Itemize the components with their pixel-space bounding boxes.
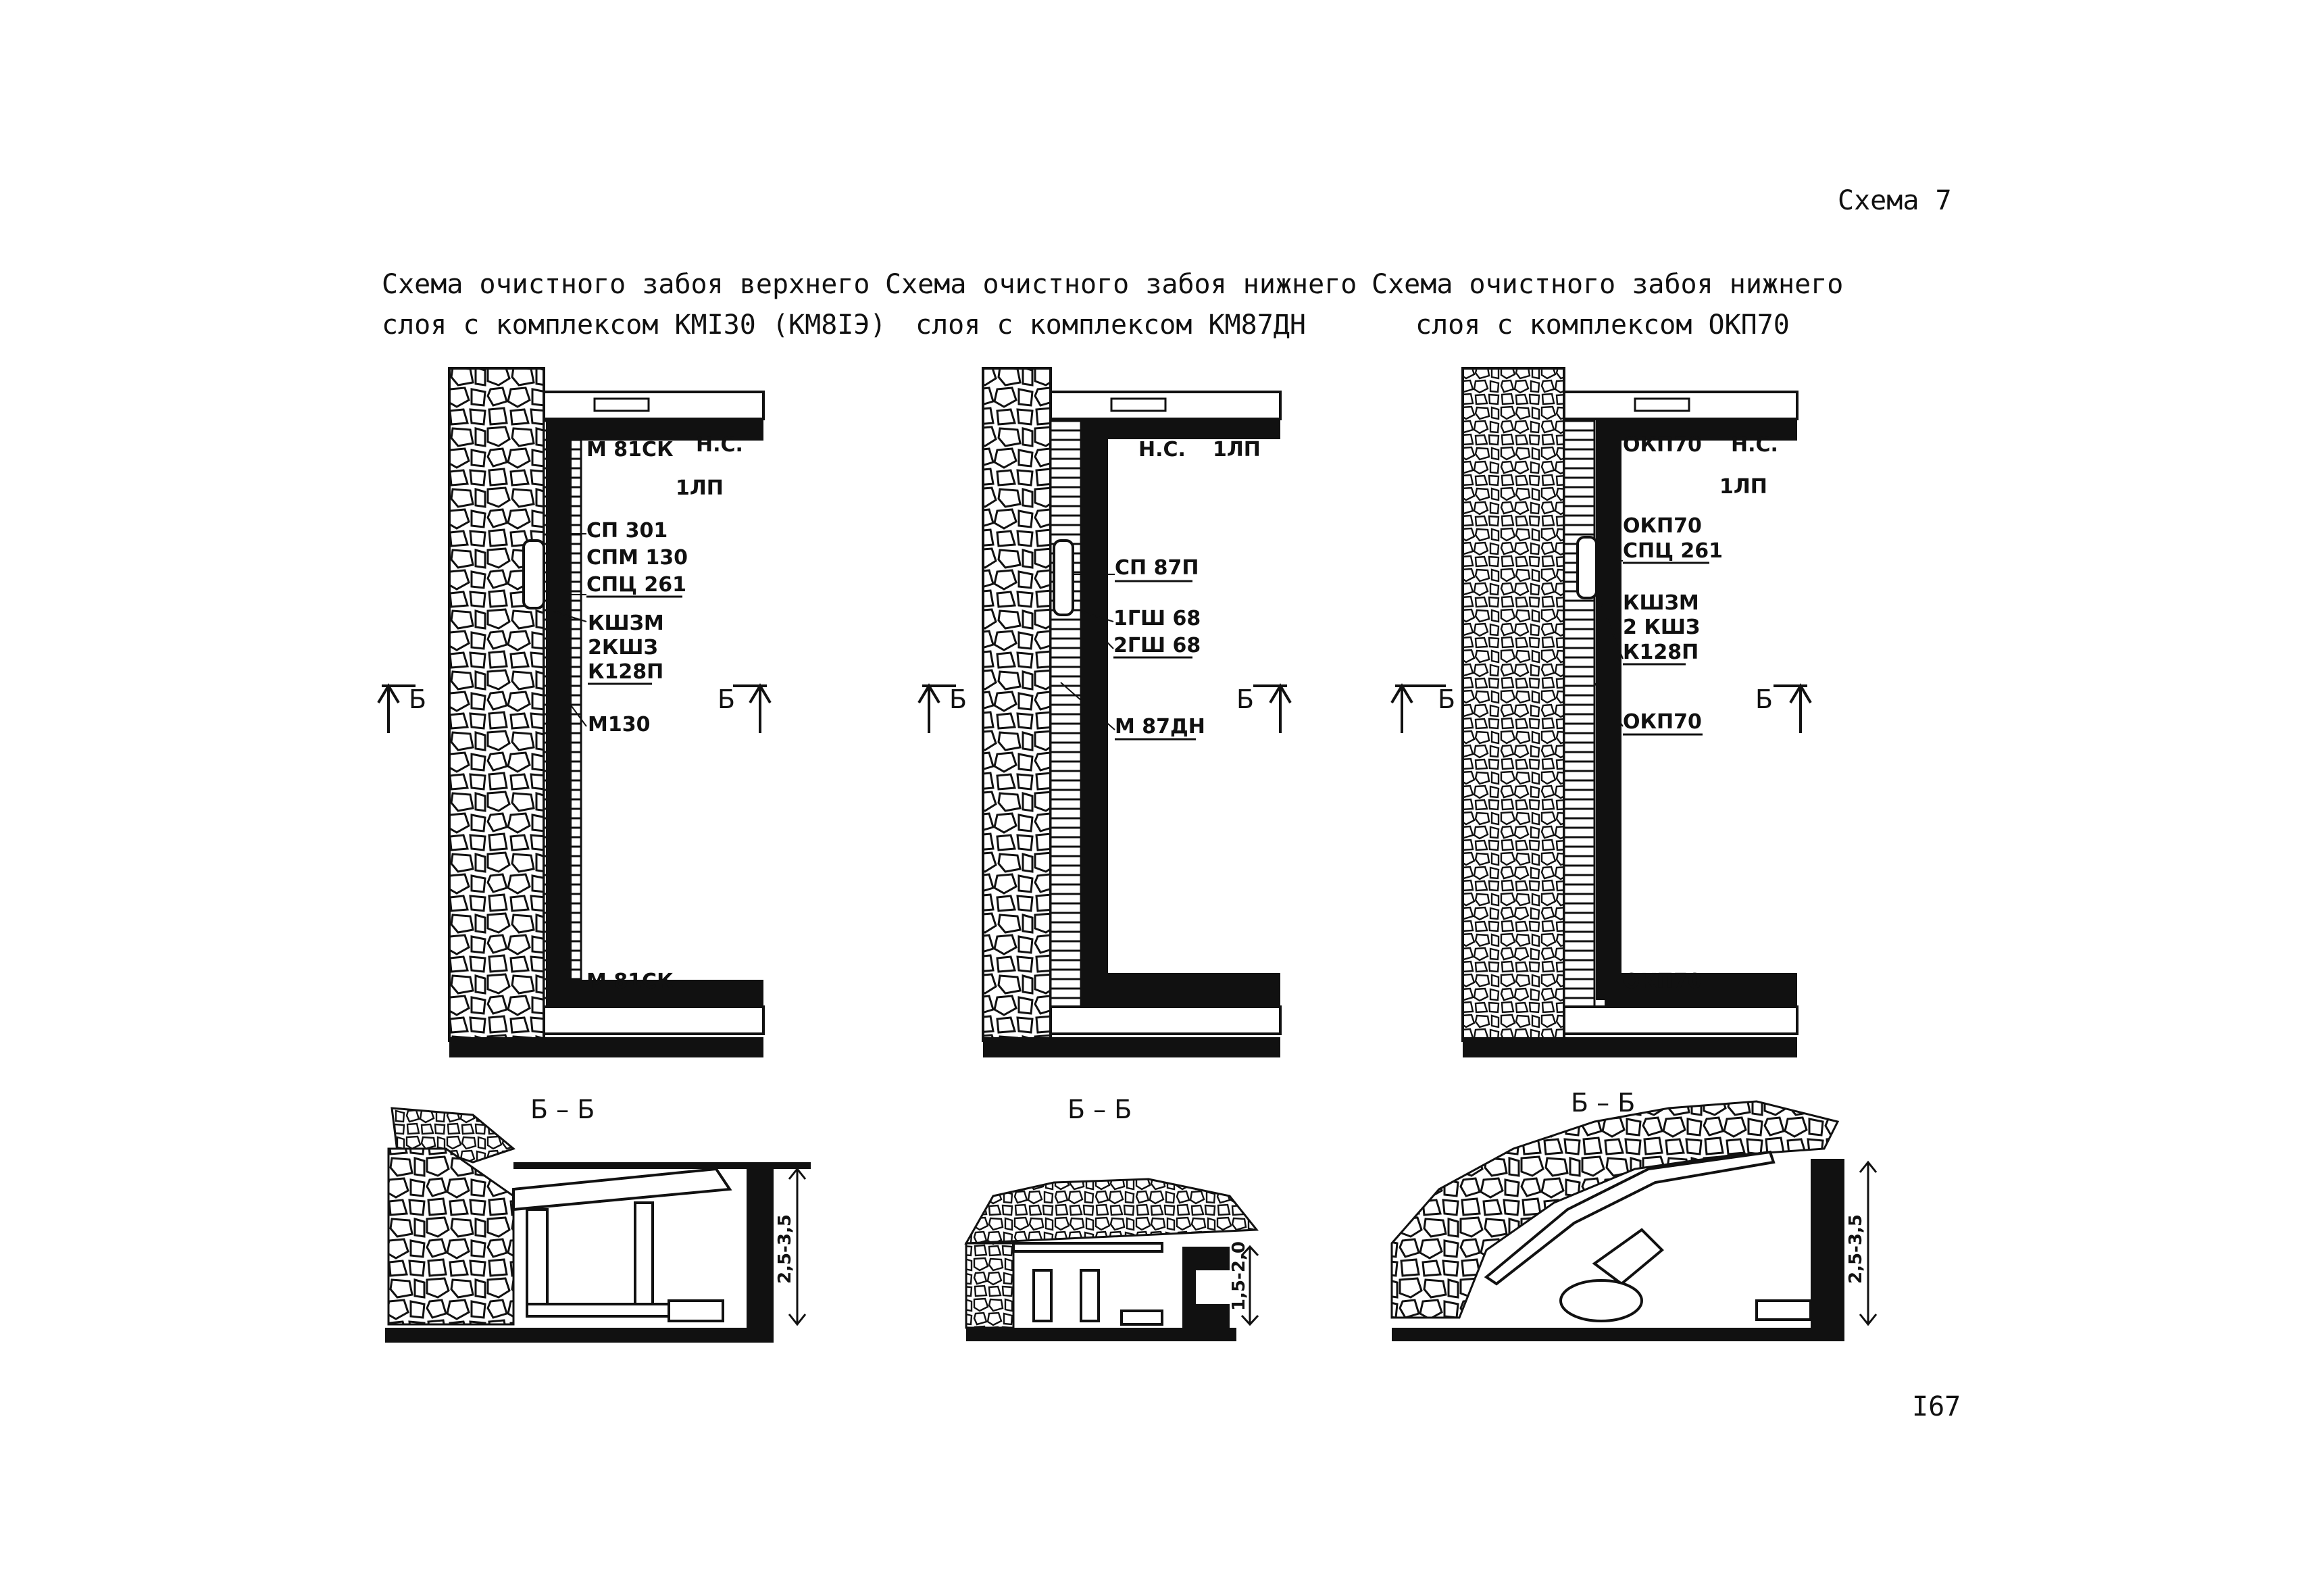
panel-3-label-bottom-unit: ОКП70: [1623, 970, 1702, 993]
panel-1-coal-face: [546, 419, 572, 1007]
panel-1-label-shearer3: К128П: [588, 660, 664, 684]
panel-1-section-mark-left: Б: [409, 684, 427, 714]
panel-3-title-line1: Схема очистного забоя нижнего: [1372, 269, 1844, 300]
panel-2-canopy: [1013, 1243, 1162, 1251]
panel-1-top-conveyor-icon: [595, 399, 649, 411]
panel-2-section-title: Б – Б: [1067, 1095, 1132, 1124]
panel-2-prop-2: [1081, 1270, 1099, 1321]
panel-3-section-mark-right: Б: [1755, 684, 1774, 714]
panel-2-coal-wall-top: [1081, 419, 1280, 439]
panel-2-roof-rock: [966, 1179, 1257, 1243]
panel-3-section-title: Б – Б: [1571, 1088, 1636, 1118]
panel-1-section-arrow-right: [750, 686, 770, 733]
panel-3-floor: [1392, 1328, 1844, 1341]
panel-3-label-support: ОКП70: [1623, 710, 1702, 734]
panel-3-shield-leg: [1594, 1230, 1662, 1284]
panel-2-coal-face: [1081, 419, 1108, 993]
panel-2-section-mark-left: Б: [949, 684, 967, 714]
panel-2-bottom-drift: [1051, 1007, 1280, 1034]
panel-3: [1372, 269, 1876, 1341]
panel-1-goaf-pile: [388, 1149, 513, 1324]
panel-2-coal-cut: [1196, 1270, 1230, 1304]
panel-3-coal-pillar: [1811, 1159, 1844, 1328]
panel-2-combine: [1054, 541, 1073, 615]
panel-1-floor: [385, 1328, 774, 1343]
panel-2-coal-wall-bottom: [1081, 973, 1280, 1007]
panel-3-combine: [1578, 537, 1596, 598]
panel-1-title-line1: Схема очистного забоя верхнего: [382, 269, 870, 300]
panel-2-title-line1: Схема очистного забоя нижнего: [885, 269, 1357, 300]
panel-2-label-conveyor: СП 87П: [1115, 556, 1199, 580]
panel-1-label-combine2: СПМ 130: [586, 546, 688, 570]
panel-3-label-top-ns: Н.С.: [1731, 433, 1778, 457]
panel-1-label-shearer1: КШЗМ: [588, 612, 664, 635]
panel-2-goaf-rock: [983, 368, 1051, 1041]
panel-1-label-combine3: СПЦ 261: [586, 573, 687, 597]
panel-1-conveyor: [669, 1301, 723, 1321]
panel-1-label-combine1: СП 301: [586, 519, 668, 543]
panel-1-label-top-lp: 1ЛП: [676, 476, 724, 500]
panel-1: [378, 269, 886, 1343]
sheet-title: Схема 7: [1838, 185, 1952, 216]
panel-2-section-view: [966, 1095, 1258, 1341]
panel-3-top-conveyor-icon: [1635, 399, 1689, 411]
panel-1-label-shearer2: 2КШЗ: [588, 636, 658, 659]
panel-3-conveyor: [1757, 1301, 1811, 1320]
panel-2-plan-view: [919, 368, 1290, 1057]
panel-3-plan-view: [1392, 368, 1811, 1057]
panel-2-floor-band: [983, 1037, 1280, 1057]
panel-1-label-bottom-unit: М 81СК: [586, 970, 674, 993]
panel-3-coal-face: [1596, 419, 1621, 1000]
panel-2-label-top-ns: Н.С.: [1138, 438, 1186, 462]
panel-3-section-arrow-right: [1790, 686, 1811, 733]
panel-1-label-top-ns: Н.С.: [696, 433, 743, 457]
panel-2-height-dim-label: 1,5-2,0: [1229, 1241, 1249, 1311]
page-number: I67: [1912, 1391, 1961, 1422]
panel-3-label-top-lp: 1ЛП: [1719, 475, 1767, 499]
panel-2: [885, 269, 1357, 1341]
panel-3-label-conveyor1: ОКП70: [1623, 514, 1702, 538]
panel-1-section-mark-right: Б: [718, 684, 736, 714]
panel-1-prop-1: [527, 1210, 547, 1311]
panel-1-label-top-unit: М 81СК: [586, 438, 674, 462]
panel-1-prop-2: [635, 1203, 653, 1311]
panel-2-label-top-lp: 1ЛП: [1213, 438, 1261, 462]
panel-3-title-line2: слоя с комплексом ОКП70: [1415, 309, 1790, 341]
panel-2-label-support: М 87ДН: [1115, 715, 1205, 739]
panel-1-canopy: [513, 1169, 730, 1210]
panel-1-floor-band: [449, 1037, 763, 1057]
panel-2-section-arrow-right: [1270, 686, 1290, 733]
panel-2-section-arrow-left: [919, 686, 939, 733]
panel-3-label-shearer3: К128П: [1623, 641, 1699, 664]
panel-2-label-shearer1: 1ГШ 68: [1113, 607, 1201, 630]
panel-1-section-view: [385, 1095, 811, 1343]
panel-3-support-hatch: [1564, 392, 1594, 1027]
panel-3-section-arrow-left: [1392, 686, 1412, 733]
panel-3-label-conveyor2: СПЦ 261: [1623, 539, 1724, 563]
panel-3-bottom-drift: [1564, 1007, 1797, 1034]
panel-3-shield-hinge: [1561, 1280, 1642, 1321]
panel-3-floor-band: [1463, 1037, 1797, 1057]
panel-3-goaf-rock: [1463, 368, 1564, 1041]
panel-3-section-view: [1392, 1088, 1876, 1341]
panel-1-title-line2: слоя с комплексом КМI30 (КМ8IЭ): [382, 309, 886, 341]
panel-1-bottom-drift: [544, 1007, 763, 1034]
panel-1-goaf-rock: [449, 368, 544, 1041]
panel-1-section-title: Б – Б: [530, 1095, 595, 1124]
panel-2-floor: [966, 1328, 1236, 1341]
panel-2-prop-1: [1034, 1270, 1051, 1321]
panel-1-label-support: М130: [588, 713, 651, 737]
panel-2-title-line2: слоя с комплексом КМ87ДН: [915, 309, 1306, 341]
panel-1-top-drift: [544, 392, 763, 419]
panel-1-section-arrow-left: [378, 686, 399, 733]
panel-2-label-shearer2: 2ГШ 68: [1113, 634, 1201, 657]
panel-2-section-mark-right: Б: [1236, 684, 1255, 714]
panel-1-combine: [524, 541, 544, 608]
panel-2-goaf-pile: [966, 1243, 1013, 1328]
panel-3-label-top-unit: ОКП70: [1623, 433, 1702, 457]
panel-2-top-conveyor-icon: [1111, 399, 1165, 411]
panel-3-label-shearer1: КШЗМ: [1623, 591, 1699, 615]
panel-1-plan-view: [378, 368, 770, 1057]
panel-1-coal-pillar: [747, 1166, 774, 1328]
panel-2-conveyor: [1122, 1311, 1162, 1324]
panel-1-height-dim-label: 2,5-3,5: [775, 1214, 795, 1284]
panel-3-label-shearer2: 2 КШЗ: [1623, 616, 1701, 639]
panel-3-section-mark-left: Б: [1438, 684, 1456, 714]
panel-2-support-hatch: [1051, 392, 1081, 1027]
panel-3-height-dim-label: 2,5-3,5: [1846, 1214, 1866, 1284]
